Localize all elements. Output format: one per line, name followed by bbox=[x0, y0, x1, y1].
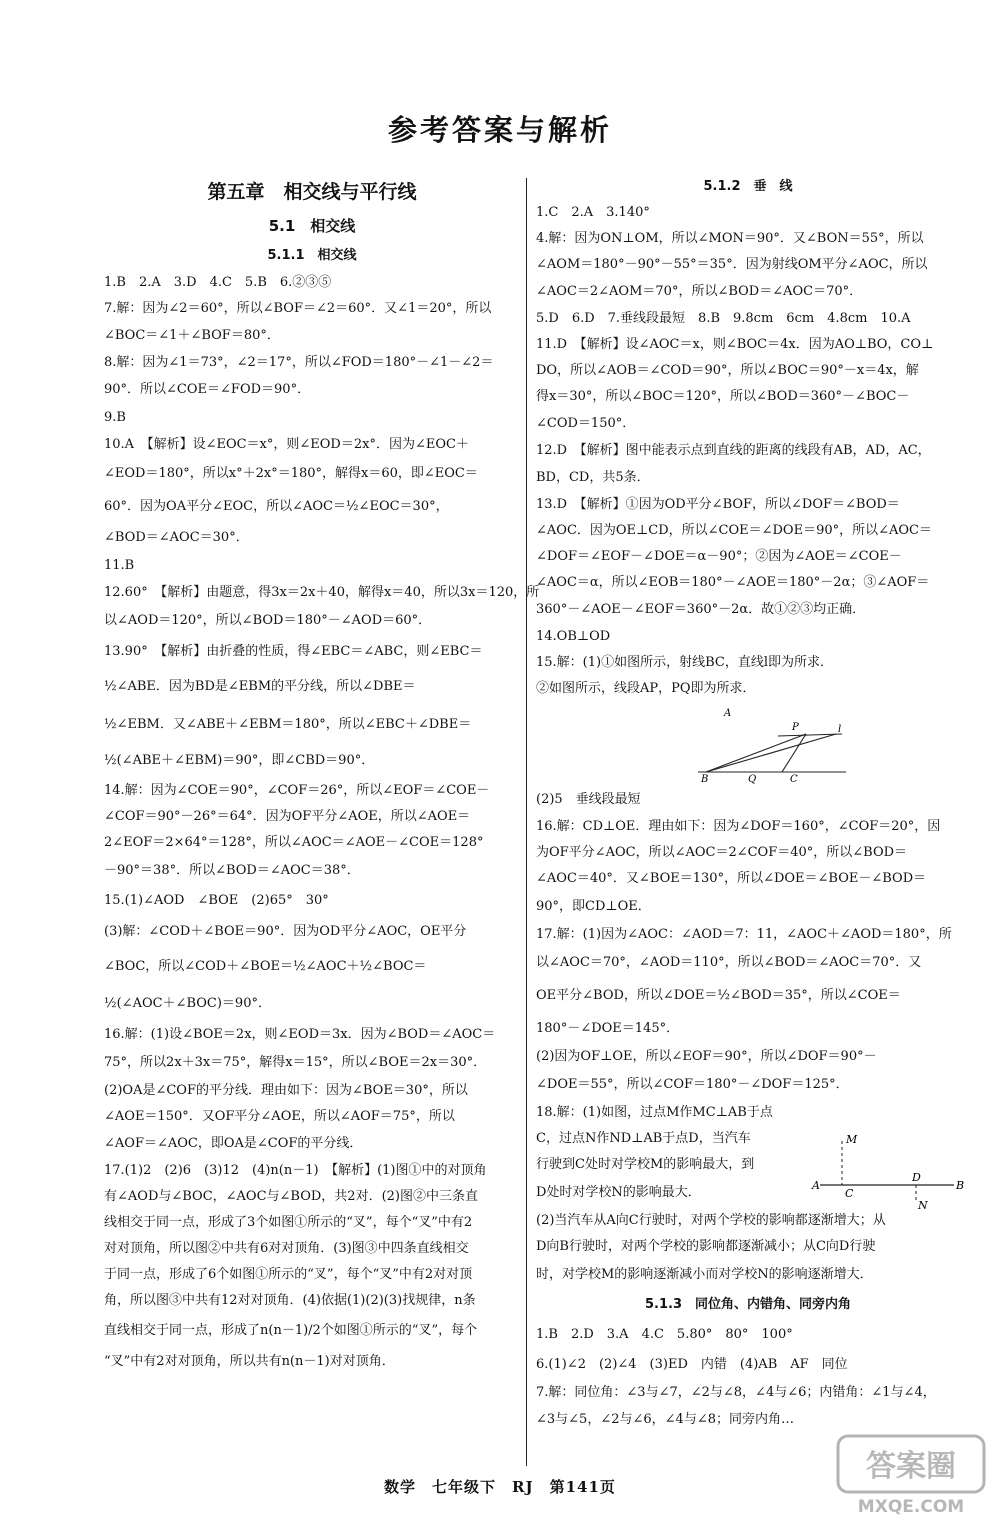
answer-line: 16.解：CD⊥OE．理由如下：因为∠DOF＝160°，∠COF＝20°，因 bbox=[536, 819, 941, 834]
answer-line: 1.B 2.D 3.A 4.C 5.80° 80° 100° bbox=[536, 1327, 793, 1342]
answer-line: ∠3与∠5，∠2与∠6，∠4与∠8；同旁内角… bbox=[536, 1412, 794, 1427]
answer-line: 75°，所以2x＋3x＝75°，解得x＝15°，所以∠BOE＝2x＝30°． bbox=[104, 1055, 487, 1070]
answers-column-right bbox=[536, 174, 960, 1434]
answer-line: (2)OA是∠COF的平分线．理由如下：因为∠BOE＝30°，所以 bbox=[104, 1083, 468, 1098]
answer-line: 对对顶角，所以图②中共有6对对顶角．(3)图③中四条直线相交 bbox=[104, 1241, 469, 1256]
answer-line: 1.B 2.A 3.D 4.C 5.B 6.②③⑤ bbox=[104, 275, 332, 290]
answer-line: (2)5 垂线段最短 bbox=[536, 792, 641, 807]
answer-line: ②如图所示，线段AP，PQ即为所求． bbox=[536, 681, 756, 696]
figure-label: A bbox=[812, 1179, 820, 1192]
answer-line: 7.解：同位角：∠3与∠7，∠2与∠8，∠4与∠6；内错角：∠1与∠4， bbox=[536, 1385, 936, 1400]
figure-q18 bbox=[812, 1133, 965, 1223]
svg-text:MXQE.COM: MXQE.COM bbox=[857, 1497, 965, 1517]
answer-line: ∠AOE＝150°．又OF平分∠AOE，所以∠AOF＝75°，所以 bbox=[104, 1109, 455, 1124]
figure-q15 bbox=[536, 702, 960, 786]
answer-line: 18.解：(1)如图，过点M作MC⊥AB于点 bbox=[536, 1105, 773, 1120]
answer-line: 11.B bbox=[104, 558, 135, 573]
figure-label: D bbox=[912, 1171, 921, 1184]
figure-label: Q bbox=[748, 774, 757, 785]
answer-line: ∠COF＝90°－26°＝64°．因为OF平分∠AOE，所以∠AOE＝ bbox=[104, 809, 471, 824]
answer-line: ∠BOD＝∠AOC＝30°． bbox=[104, 530, 249, 545]
answer-line: 有∠AOD与∠BOC，∠AOC与∠BOD，共2对．(2)图②中三条直 bbox=[104, 1189, 478, 1204]
answer-line: ∠BOC，所以∠COD＋∠BOE＝½∠AOC＋½∠BOC＝ bbox=[104, 959, 427, 974]
answer-line: 7.解：因为∠2＝60°，所以∠BOF＝∠2＝60°．又∠1＝20°，所以 bbox=[104, 301, 492, 316]
answer-line: 以∠AOC＝70°，∠AOD＝110°，所以∠BOD＝∠AOC＝70°．又 bbox=[536, 955, 922, 970]
answer-line: C，过点N作ND⊥AB于点D，当汽车 bbox=[536, 1131, 751, 1146]
answer-line: 12.60° 【解析】由题意，得3x＝2x＋40，解得x＝40，所以3x＝120，所 bbox=[104, 585, 540, 600]
answer-line: 17.解：(1)因为∠AOC：∠AOD＝7：11，∠AOC＋∠AOD＝180°，所 bbox=[536, 927, 952, 942]
answer-line: 以∠AOD＝120°，所以∠BOD＝180°－∠AOD＝60°． bbox=[104, 613, 432, 628]
answer-line: 12.D 【解析】图中能表示点到直线的距离的线段有AB，AD，AC， bbox=[536, 443, 931, 458]
answer-line: ∠AOF＝∠AOC，即OA是∠COF的平分线． bbox=[104, 1136, 363, 1151]
answer-line: 17.(1)2 (2)6 (3)12 (4)n(n－1) 【解析】(1)图①中的对顶角 bbox=[104, 1163, 487, 1178]
answer-line: 180°－∠DOE＝145°． bbox=[536, 1021, 680, 1036]
answer-line: 行驶到C处时对学校M的影响最大，到 bbox=[536, 1157, 755, 1172]
figure-label: C bbox=[790, 774, 798, 785]
answer-line: 11.D 【解析】设∠AOC＝x，则∠BOC＝4x．因为AO⊥BO，CO⊥ bbox=[536, 337, 934, 352]
answer-line: 得x＝30°，所以∠BOC＝120°，所以∠BOD＝360°－∠BOC－ bbox=[536, 389, 910, 404]
column-divider bbox=[526, 178, 527, 1466]
answer-line: ∠DOF＝∠EOF－∠DOE＝α－90°；②因为∠AOE＝∠COE－ bbox=[536, 549, 902, 564]
figure-label: l bbox=[838, 724, 842, 735]
answer-line: D处时对学校N的影响最大． bbox=[536, 1185, 701, 1200]
answer-line: 为OF平分∠AOC，所以∠AOC＝2∠COF＝40°，所以∠BOD＝ bbox=[536, 845, 908, 860]
answer-line: 13.D 【解析】①因为OD平分∠BOF，所以∠DOF＝∠BOD＝ bbox=[536, 497, 900, 512]
answer-line: (2)因为OF⊥OE，所以∠EOF＝90°，所以∠DOF＝90°－ bbox=[536, 1049, 877, 1064]
answer-line: 13.90° 【解析】由折叠的性质，得∠EBC＝∠ABC，则∠EBC＝ bbox=[104, 644, 483, 659]
figure-label: P bbox=[792, 722, 799, 733]
answer-line: ∠DOE＝55°，所以∠COF＝180°－∠DOF＝125°． bbox=[536, 1077, 849, 1092]
answer-line: ½∠ABE．因为BD是∠EBM的平分线，所以∠DBE＝ bbox=[104, 679, 416, 694]
answer-line: 16.解：(1)设∠BOE＝2x，则∠EOD＝3x．因为∠BOD＝∠AOC＝ bbox=[104, 1027, 496, 1042]
answer-line: ∠COD＝150°． bbox=[536, 416, 636, 431]
answer-line: (2)当汽车从A向C行驶时，对两个学校的影响都逐渐增大；从 bbox=[536, 1213, 886, 1228]
page-footer: 数学 七年级下 RJ 第141页 bbox=[384, 1478, 616, 1496]
figure-label: M bbox=[846, 1133, 858, 1146]
answer-line: (3)解：∠COD＋∠BOE＝90°．因为OD平分∠AOC，OE平分 bbox=[104, 924, 467, 939]
section-heading: 5.1.2 垂 线 bbox=[703, 179, 793, 194]
answer-line: DO，所以∠AOB＝∠COD＝90°，所以∠BOC＝90°－x＝4x，解 bbox=[536, 363, 919, 378]
answer-line: 9.B bbox=[104, 410, 126, 425]
answer-line: 2∠EOF＝2×64°＝128°，所以∠AOC＝∠AOE－∠COE＝128° bbox=[104, 835, 484, 850]
watermark-logo bbox=[836, 1434, 986, 1516]
answer-line: ∠AOM＝180°－90°－55°＝35°．因为射线OM平分∠AOC，所以 bbox=[536, 257, 928, 272]
page-title: 参考答案与解析 bbox=[387, 113, 612, 147]
answer-line: ∠AOC．因为OE⊥CD，所以∠COE＝∠DOE＝90°，所以∠AOC＝ bbox=[536, 523, 933, 538]
answer-line: ∠AOC＝2∠AOM＝70°，所以∠BOD＝∠AOC＝70°． bbox=[536, 284, 863, 299]
section-heading: 5.1.3 同位角、内错角、同旁内角 bbox=[644, 1297, 851, 1312]
figure-label: N bbox=[918, 1199, 928, 1212]
answer-line: 8.解：因为∠1＝73°，∠2＝17°，所以∠FOD＝180°－∠1－∠2＝ bbox=[104, 355, 494, 370]
answer-line: 1.C 2.A 3.140° bbox=[536, 205, 650, 220]
answer-line: BD，CD，共5条． bbox=[536, 470, 650, 485]
answer-line: 90°，即CD⊥OE． bbox=[536, 899, 651, 914]
section-heading: 第五章 相交线与平行线 bbox=[207, 181, 417, 203]
answer-line: ½∠EBM．又∠ABE＋∠EBM＝180°，所以∠EBC＋∠DBE＝ bbox=[104, 717, 472, 732]
answer-line: 60°．因为OA平分∠EOC，所以∠AOC＝½∠EOC＝30°， bbox=[104, 499, 449, 514]
answer-line: ½(∠ABE＋∠EBM)＝90°，即∠CBD＝90°． bbox=[104, 753, 375, 768]
answer-line: 15.解：(1)①如图所示，射线BC，直线l即为所求． bbox=[536, 655, 833, 670]
answer-line: ½(∠AOC＋∠BOC)＝90°． bbox=[104, 996, 271, 1011]
answer-line: 角，所以图③中共有12对对顶角．(4)依据(1)(2)(3)找规律，n条 bbox=[104, 1293, 476, 1308]
answer-line: 360°－∠AOE－∠EOF＝360°－2α．故①②③均正确． bbox=[536, 602, 866, 617]
answer-line: 线相交于同一点，形成了3个如图①所示的“叉”，每个“叉”中有2 bbox=[104, 1215, 473, 1230]
answer-line: OE平分∠BOD，所以∠DOE＝½∠BOD＝35°，所以∠COE＝ bbox=[536, 988, 901, 1003]
answer-line: “叉”中有2对对顶角，所以共有n(n－1)对对顶角． bbox=[104, 1354, 395, 1369]
answer-line: ∠EOD＝180°，所以x°＋2x°＝180°，解得x＝60，即∠EOC＝ bbox=[104, 466, 478, 481]
answer-line: 5.D 6.D 7.垂线段最短 8.B 9.8cm 6cm 4.8cm 10.A bbox=[536, 311, 911, 326]
answer-line: －90°＝38°．所以∠BOD＝∠AOC＝38°． bbox=[104, 863, 360, 878]
answer-line: 14.OB⊥OD bbox=[536, 629, 611, 644]
svg-text:答案圈: 答案圈 bbox=[866, 1449, 956, 1484]
figure-label: B bbox=[956, 1179, 965, 1192]
section-heading: 5.1 相交线 bbox=[268, 217, 356, 235]
answer-line: D向B行驶时，对两个学校的影响都逐渐减小；从C向D行驶 bbox=[536, 1239, 876, 1254]
answer-line: ∠AOC＝α，所以∠EOB＝180°－∠AOE＝180°－2α；③∠AOF＝ bbox=[536, 575, 930, 590]
answer-line: 14.解：因为∠COE＝90°，∠COF＝26°，所以∠EOF＝∠COE－ bbox=[104, 783, 490, 798]
figure-label: C bbox=[845, 1187, 854, 1200]
answer-line: 于同一点，形成了6个如图①所示的“叉”，每个“叉”中有2对对顶 bbox=[104, 1267, 473, 1282]
section-heading: 5.1.1 相交线 bbox=[267, 248, 357, 263]
answer-line: 15.(1)∠AOD ∠BOE (2)65° 30° bbox=[104, 893, 329, 908]
answer-line: 4.解：因为ON⊥OM，所以∠MON＝90°．又∠BON＝55°，所以 bbox=[536, 231, 924, 246]
answer-line: 直线相交于同一点，形成了n(n－1)/2个如图①所示的“叉”，每个 bbox=[104, 1323, 478, 1338]
answer-line: 90°．所以∠COE＝∠FOD＝90°． bbox=[104, 382, 311, 397]
answer-line: ∠BOC＝∠1＋∠BOF＝80°． bbox=[104, 328, 280, 343]
answer-line: 10.A 【解析】设∠EOC＝x°，则∠EOD＝2x°．因为∠EOC＋ bbox=[104, 437, 469, 452]
answer-line: 6.(1)∠2 (2)∠4 (3)ED 内错 (4)AB AF 同位 bbox=[536, 1357, 848, 1372]
figure-label: B bbox=[701, 774, 709, 785]
figure-label: A bbox=[724, 708, 732, 719]
answers-column-left bbox=[104, 174, 540, 1376]
answer-line: ∠AOC＝40°．又∠BOE＝130°，所以∠DOE＝∠BOE－∠BOD＝ bbox=[536, 871, 927, 886]
answer-line: 时，对学校M的影响逐渐减小而对学校N的影响逐渐增大． bbox=[536, 1267, 873, 1282]
